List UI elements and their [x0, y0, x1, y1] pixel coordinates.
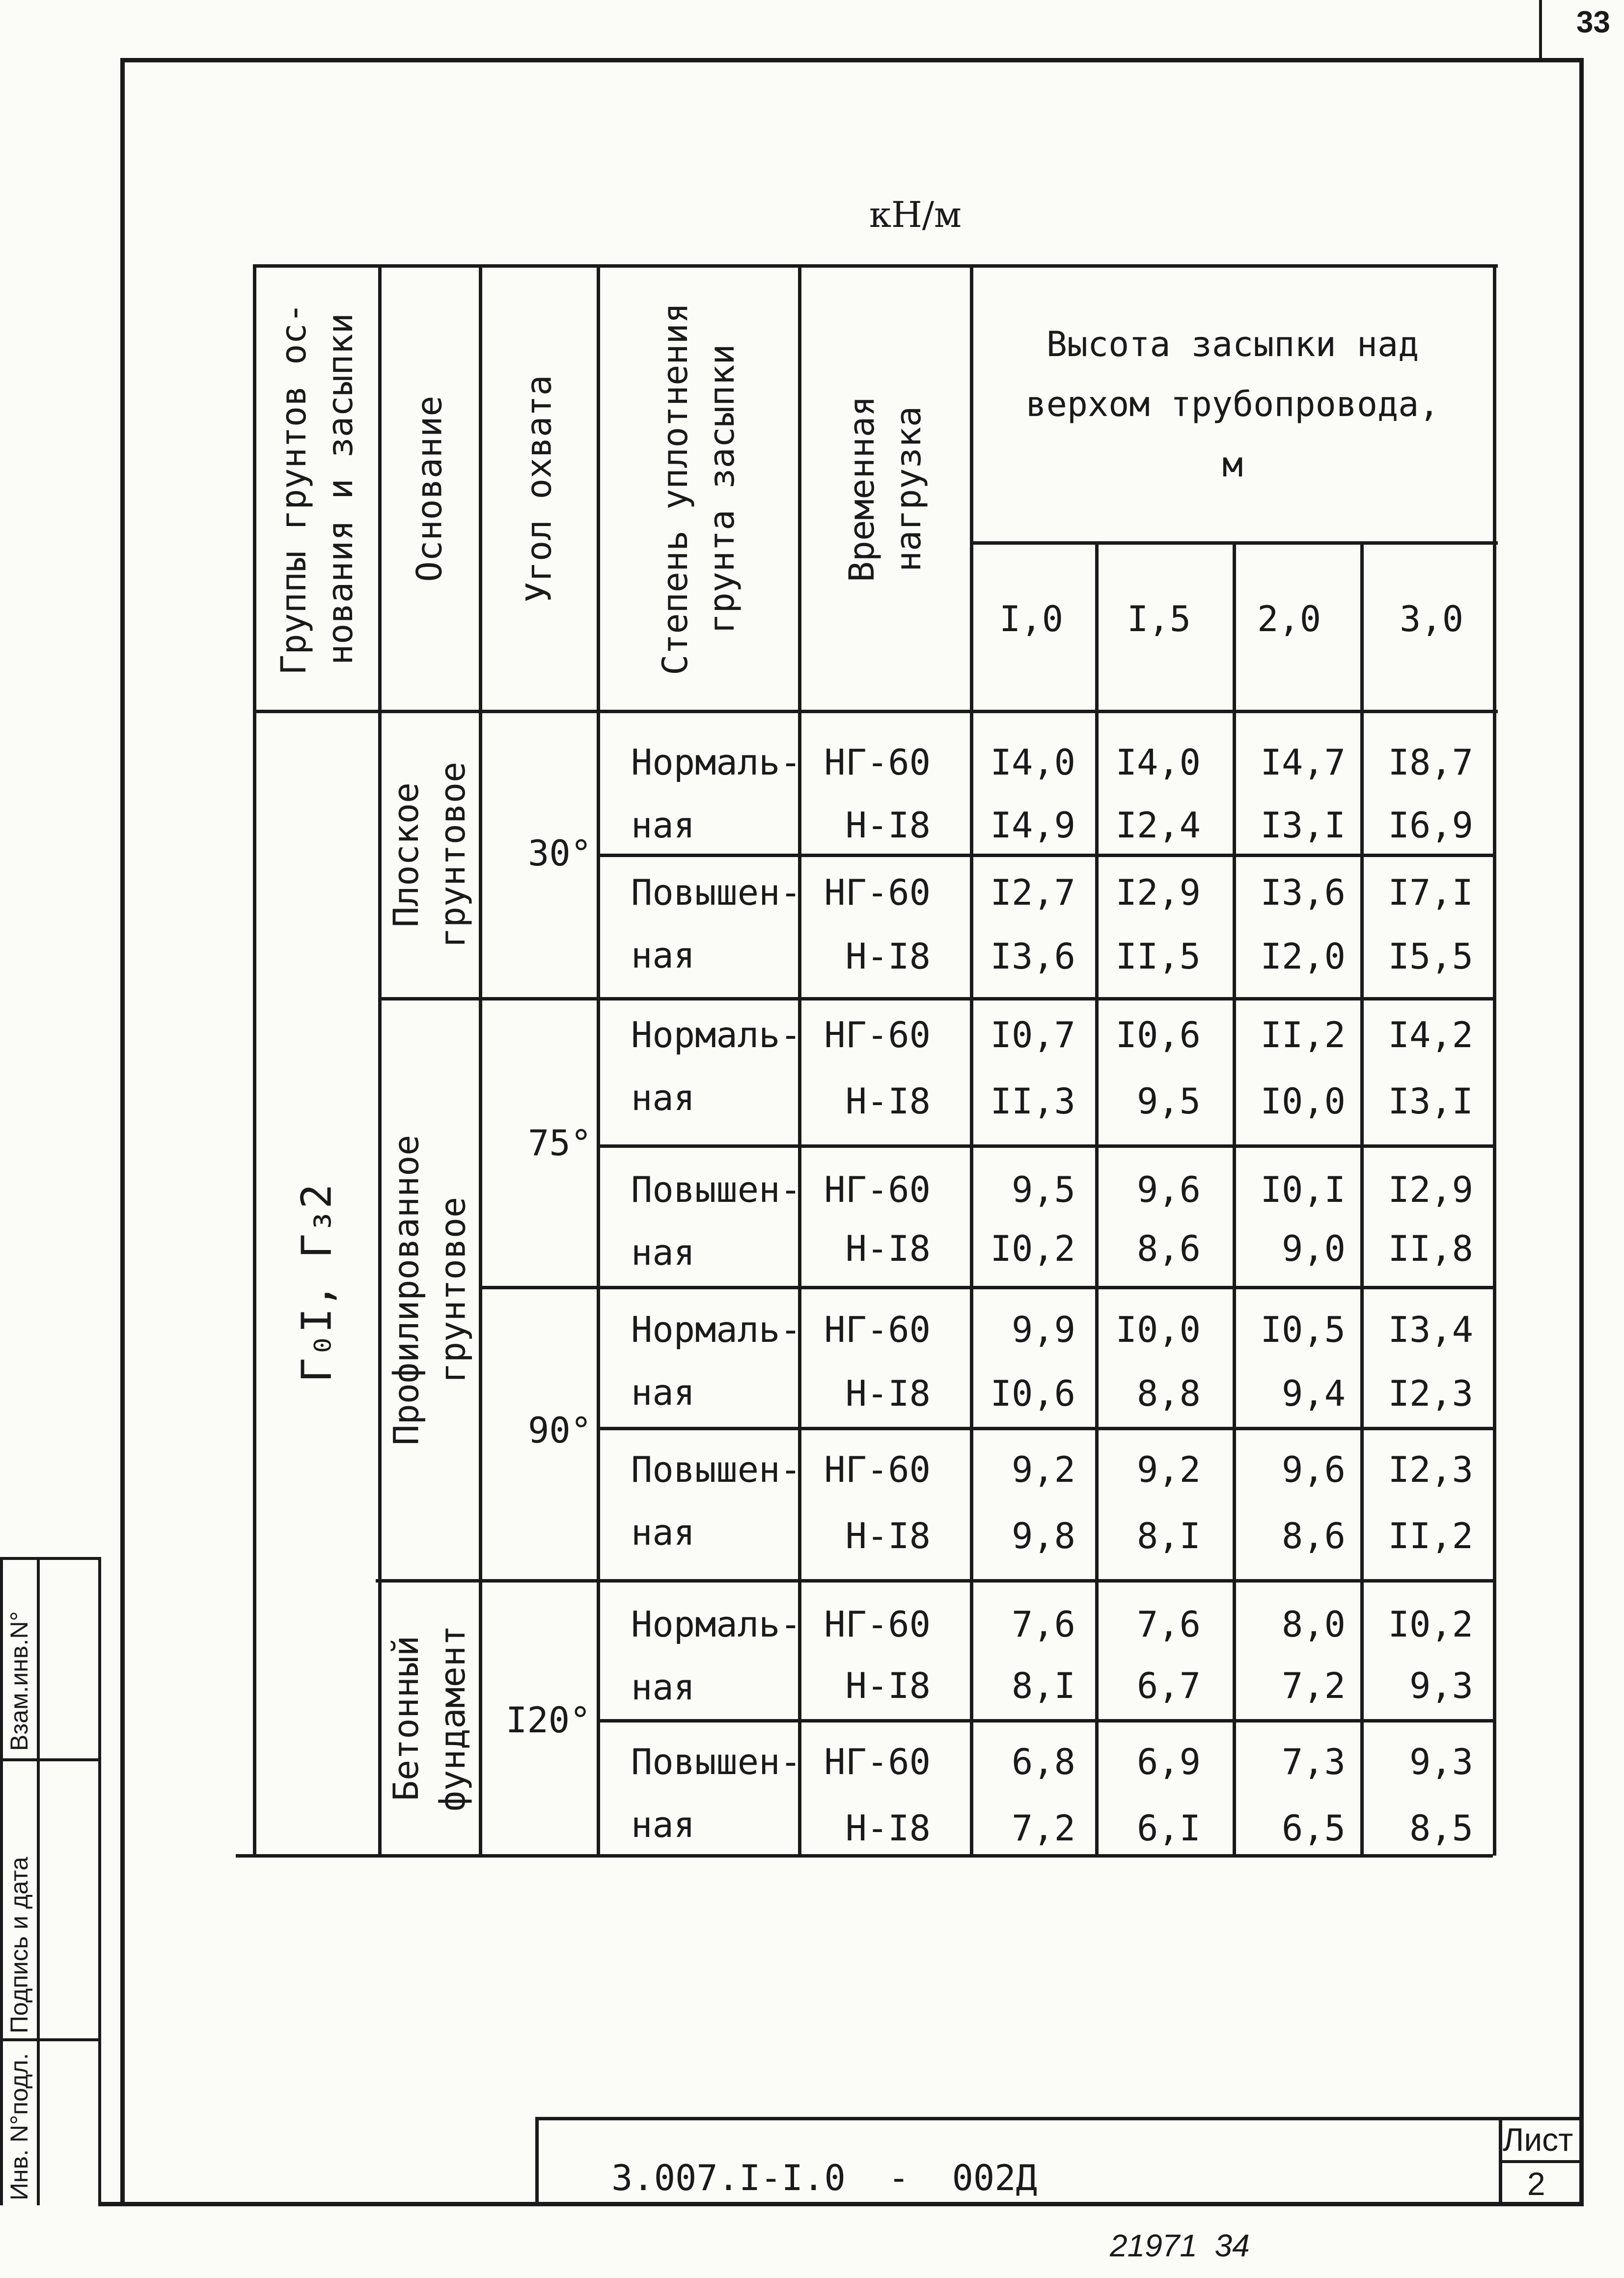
margin-inv-orig: Инв. N°подл. — [5, 2053, 33, 2200]
load-type-cell: Н-I8 — [845, 1515, 931, 1556]
load-type-cell: Н-I8 — [845, 1665, 931, 1706]
title-block-top — [535, 2117, 1584, 2120]
value-cell: 9,5 — [1136, 1081, 1201, 1122]
value-cell: 9,3 — [1409, 1665, 1473, 1706]
value-cell: 8,6 — [1136, 1228, 1201, 1269]
value-cell: 6,5 — [1281, 1807, 1346, 1849]
handwritten-number: 21971 34 — [1110, 2228, 1250, 2263]
header-height-4: 3,0 — [1400, 598, 1464, 639]
compaction-label: Повышен- — [631, 1741, 801, 1782]
header-compaction: Степень уплотнения грунта засыпки — [655, 302, 742, 675]
frame-bottom-border — [98, 2202, 1584, 2206]
title-block-divider — [1499, 2160, 1584, 2163]
value-cell: 7,6 — [1136, 1604, 1201, 1645]
value-cell: I0,6 — [1115, 1014, 1201, 1056]
compaction-label: ная — [631, 1667, 695, 1708]
value-cell: II,8 — [1388, 1228, 1473, 1269]
value-cell: II,2 — [1388, 1515, 1473, 1556]
value-cell: 7,2 — [1281, 1665, 1346, 1706]
value-cell: I5,5 — [1388, 936, 1473, 977]
sheet-label: Лист — [1503, 2121, 1573, 2158]
value-cell: 9,2 — [1136, 1449, 1201, 1490]
load-type-cell: НГ-60 — [824, 1604, 931, 1645]
value-cell: 6,8 — [1011, 1741, 1075, 1782]
value-cell: I0,7 — [990, 1014, 1075, 1056]
value-cell: I3,6 — [1260, 872, 1346, 913]
margin-stamp-border — [0, 1758, 101, 1761]
value-cell: I7,I — [1388, 872, 1473, 913]
value-cell: 9,9 — [1011, 1309, 1075, 1350]
frame-left-border — [120, 58, 125, 2205]
value-cell: 9,2 — [1011, 1449, 1075, 1490]
margin-stamp-border — [0, 1557, 101, 1560]
value-cell: I4,0 — [990, 742, 1075, 783]
compaction-label: ная — [631, 1804, 695, 1845]
value-cell: I3,4 — [1388, 1309, 1473, 1350]
compaction-label: Повышен- — [631, 1449, 801, 1490]
angle-120: I20° — [506, 1699, 591, 1741]
value-cell: I4,2 — [1388, 1014, 1473, 1056]
frame-right-border — [1579, 58, 1584, 2205]
header-foundation: Основание — [409, 395, 450, 582]
value-cell: 6,7 — [1136, 1665, 1201, 1706]
load-type-cell: НГ-60 — [824, 1741, 931, 1782]
value-cell: I2,9 — [1115, 872, 1201, 913]
value-cell: 8,8 — [1136, 1373, 1201, 1414]
value-cell: I0,0 — [1260, 1081, 1346, 1122]
header-angle: Угол охвата — [519, 375, 559, 603]
value-cell: 8,0 — [1281, 1604, 1346, 1645]
column-divider — [1233, 541, 1236, 1856]
header-height-2: I,5 — [1127, 598, 1191, 639]
load-type-cell: Н-I8 — [845, 936, 931, 977]
column-divider — [1360, 541, 1364, 1856]
load-type-cell: Н-I8 — [845, 1373, 931, 1414]
value-cell: 7,3 — [1281, 1741, 1346, 1782]
angle-75: 75° — [528, 1122, 592, 1164]
value-cell: 8,6 — [1281, 1515, 1346, 1556]
value-cell: I3,I — [1388, 1081, 1473, 1122]
compaction-label: ная — [631, 1232, 695, 1273]
value-cell: I0,5 — [1260, 1309, 1346, 1350]
value-cell: 7,6 — [1011, 1604, 1075, 1645]
row-divider — [479, 1286, 1495, 1289]
value-cell: I2,0 — [1260, 936, 1346, 977]
value-cell: 9,6 — [1136, 1169, 1201, 1210]
value-cell: I4,7 — [1260, 742, 1346, 783]
load-type-cell: НГ-60 — [824, 742, 931, 783]
value-cell: 8,I — [1011, 1665, 1075, 1706]
compaction-label: ная — [631, 805, 695, 846]
compaction-label: Повышен- — [631, 872, 801, 913]
value-cell: I2,9 — [1388, 1169, 1473, 1210]
angle-90: 90° — [528, 1410, 592, 1451]
value-cell: 9,8 — [1011, 1515, 1075, 1556]
foundation-concrete: Бетонный фундамент — [386, 1625, 473, 1812]
value-cell: 9,5 — [1011, 1169, 1075, 1210]
load-type-cell: НГ-60 — [824, 1169, 931, 1210]
value-cell: I4,9 — [990, 805, 1075, 846]
angle-30: 30° — [528, 833, 592, 874]
value-cell: 9,0 — [1281, 1228, 1346, 1269]
sheet-number: 2 — [1527, 2166, 1545, 2202]
margin-stamp-border — [0, 2038, 101, 2041]
margin-stamp-border — [37, 1557, 40, 2205]
frame-top-border — [120, 58, 1584, 62]
compaction-label: ная — [631, 935, 695, 976]
value-cell: I3,6 — [990, 936, 1075, 977]
soil-group-cell: Г₀I, Г₃2 — [292, 1184, 341, 1383]
margin-stamp-border — [0, 1557, 3, 2205]
compaction-label: Нормаль- — [631, 1014, 801, 1056]
header-height-group: Высота засыпки над верхом трубопровода, м — [1025, 324, 1440, 485]
row-divider — [378, 997, 1495, 1000]
unit-label: кН/м — [869, 194, 962, 235]
load-type-cell: НГ-60 — [824, 872, 931, 913]
header-load: Временная нагрузка — [842, 395, 929, 582]
value-cell: 9,4 — [1281, 1373, 1346, 1414]
load-type-cell: Н-I8 — [845, 1807, 931, 1849]
value-cell: II,3 — [990, 1081, 1075, 1122]
value-cell: I0,2 — [1388, 1604, 1473, 1645]
value-cell: I2,3 — [1388, 1373, 1473, 1414]
load-type-cell: Н-I8 — [845, 805, 931, 846]
compaction-label: Повышен- — [631, 1169, 801, 1210]
load-type-cell: Н-I8 — [845, 1228, 931, 1269]
value-cell: II,2 — [1260, 1014, 1346, 1056]
margin-replace-inv: Взам.инв.N° — [5, 1611, 33, 1751]
value-cell: I2,7 — [990, 872, 1075, 913]
load-type-cell: НГ-60 — [824, 1449, 931, 1490]
value-cell: 9,6 — [1281, 1449, 1346, 1490]
value-cell: I0,I — [1260, 1169, 1346, 1210]
margin-stamp-border — [98, 1557, 101, 2205]
table-bottom-border — [236, 1854, 1493, 1858]
compaction-label: Нормаль- — [631, 742, 801, 783]
compaction-label: ная — [631, 1512, 695, 1553]
value-cell: I4,0 — [1115, 742, 1201, 783]
value-cell: I3,I — [1260, 805, 1346, 846]
foundation-flat: Плоское грунтовое — [386, 761, 473, 948]
value-cell: I2,4 — [1115, 805, 1201, 846]
compaction-label: ная — [631, 1372, 695, 1413]
value-cell: 6,I — [1136, 1807, 1201, 1849]
value-cell: II,5 — [1115, 936, 1201, 977]
column-divider — [1095, 541, 1099, 1856]
value-cell: I0,0 — [1115, 1309, 1201, 1350]
value-cell: I8,7 — [1388, 742, 1473, 783]
value-cell: I6,9 — [1388, 805, 1473, 846]
value-cell: 8,5 — [1409, 1807, 1473, 1849]
row-divider — [376, 1579, 1495, 1583]
value-cell: 8,I — [1136, 1515, 1201, 1556]
compaction-label: Нормаль- — [631, 1604, 801, 1645]
document-code: 3.007.I-I.0 - 002Д — [611, 2157, 1037, 2198]
margin-sign-date: Подпись и дата — [5, 1857, 33, 2033]
value-cell: 7,2 — [1011, 1807, 1075, 1849]
load-type-cell: НГ-60 — [824, 1014, 931, 1056]
value-cell: I0,2 — [990, 1228, 1075, 1269]
foundation-profiled: Профилированное грунтовое — [386, 1134, 473, 1445]
value-cell: I0,6 — [990, 1373, 1075, 1414]
load-type-cell: НГ-60 — [824, 1309, 931, 1350]
load-type-cell: Н-I8 — [845, 1081, 931, 1122]
value-cell: 6,9 — [1136, 1741, 1201, 1782]
header-height-3: 2,0 — [1257, 598, 1321, 639]
title-block-divider — [535, 2117, 539, 2205]
compaction-label: ная — [631, 1077, 695, 1118]
corner-divider — [1539, 0, 1542, 58]
header-soil-groups: Группы грунтов ос- нования и засыпки — [273, 302, 360, 675]
value-cell: 9,3 — [1409, 1741, 1473, 1782]
header-height-1: I,0 — [999, 598, 1064, 639]
corner-page-number: 33 — [1576, 5, 1610, 39]
table-right-border — [1493, 264, 1496, 1856]
value-cell: I2,3 — [1388, 1449, 1473, 1490]
compaction-label: Нормаль- — [631, 1309, 801, 1350]
table-top-border — [253, 264, 1498, 268]
